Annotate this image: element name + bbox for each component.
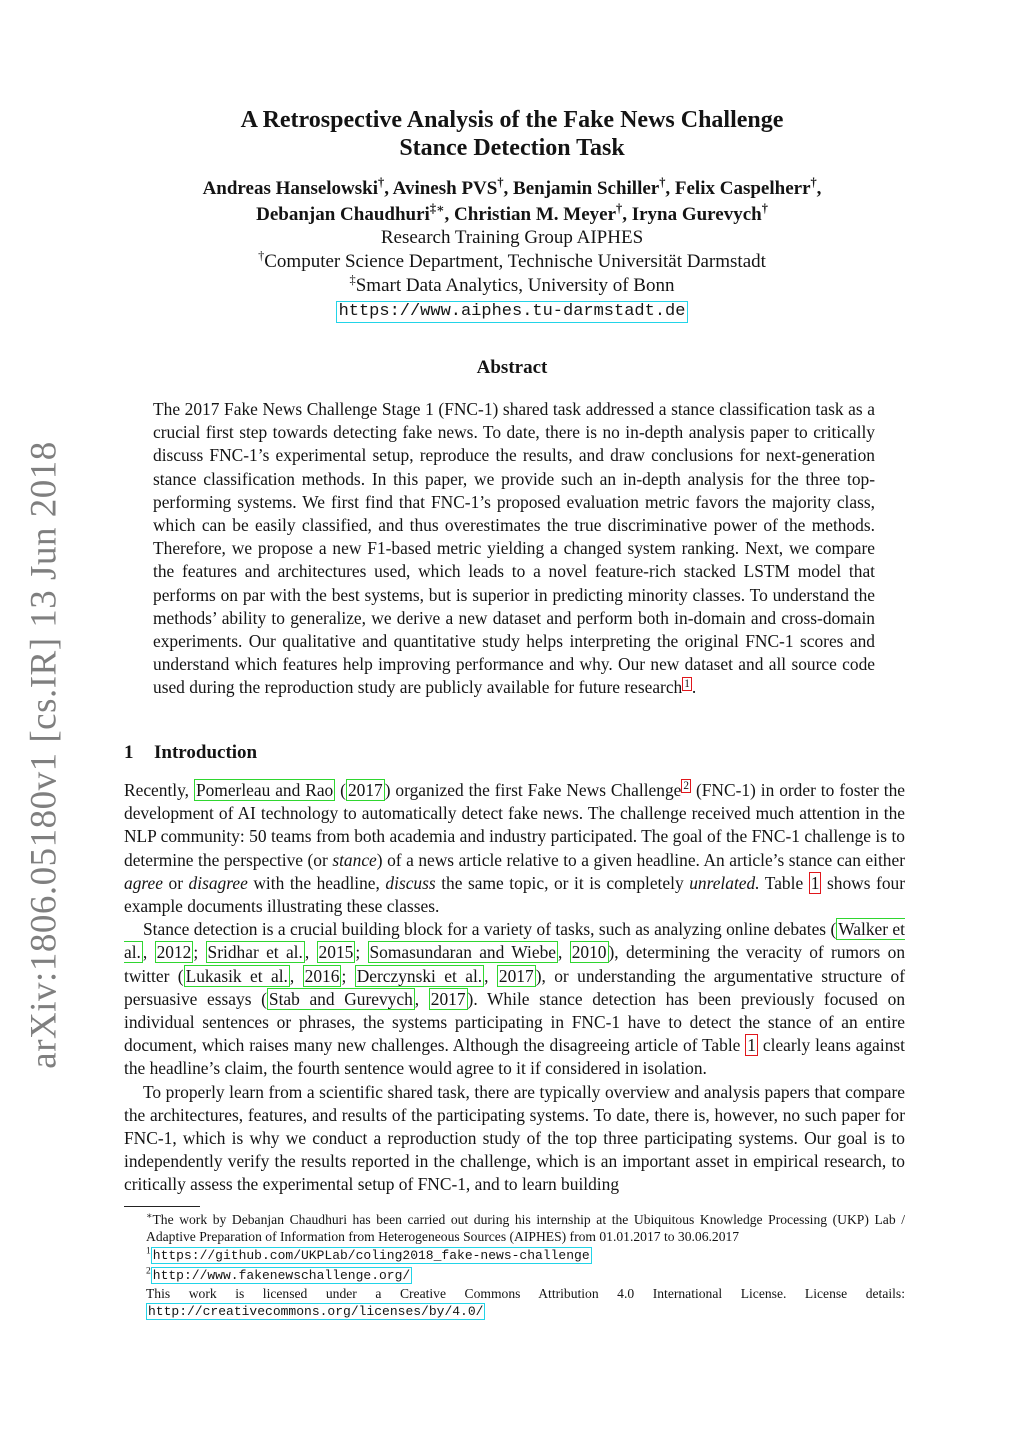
arxiv-identifier-stamp: arXiv:1806.05180v1 [cs.IR] 13 Jun 2018: [23, 441, 65, 1069]
abstract-text: The 2017 Fake News Challenge Stage 1 (FNC-1) shared task addressed a stance classification task as a crucial first step towards detecting fake news. To date, there is no in-depth analysis paper to critically discuss FNC-1’s experimental setup, reproduce the results, and draw conclusions for next-generation stance classification methods. In this paper, we provide such an in-depth analysis for the three top-performing systems. We first find that FNC-1’s proposed evaluation metric favors the majority class, which can be easily classified, and thus overestimates the true discriminative power of the methods. Therefore, we propose a new F1-based metric yielding a changed system ranking. Next, we compare the features and architectures used, which leads to a novel feature-rich stacked LSTM model that performs on par with the best systems, but is superior in predicting minority classes. To understand the methods’ ability to generalize, we derive a new dataset and perform both in-domain and cross-domain experiments. Our qualitative and quantitative study helps interpreting the original FNC-1 scores and understand which features help improving performance and why. Our new dataset and all source code used during the reproduction study are publicly available for future research $^1$ .: [153, 399, 875, 698]
author-name: Debanjan Chaudhuri: [256, 204, 430, 225]
author-affiliation-mark: †: [810, 175, 817, 190]
title-line-1: A Retrospective Analysis of the Fake News Challenge: [240, 107, 784, 133]
title-line-2: Stance Detection Task: [399, 135, 625, 161]
citation-year-link[interactable]: 2017: [430, 988, 466, 1009]
section-number: 1: [124, 742, 134, 763]
footnote-1: $^1$ https://github.com/UKPLab/coling2018_fake-news-challenge: [146, 1246, 590, 1263]
author-affiliation-mark: †: [378, 175, 385, 190]
author-name: Avinesh PVS: [392, 178, 498, 199]
affiliation-darmstadt: †Computer Science Department, Technische Universität Darmstadt: [258, 248, 766, 272]
license-note: This work is licensed under a Creative Commons Attribution 4.0 International License. License details: http://creativecommons.org/licenses/by/4.0/: [146, 1286, 905, 1319]
intro-paragraph-1: Recently, Pomerleau and Rao ( 2017 ) organized the first Fake News Challenge $^2$ (FNC-1) in order to foster the development of AI technology to automatically detect fake news. The challenge received much attention in the NLP community: 50 teams from both academia and industry participated. The goal of the FNC-1 challenge is to determine the perspective (or stance) of a news article relative to a given headline. An article’s stance can either agree or disagree with the headline, discuss the same topic, or it is completely unrelated. Table 1 shows four example documents illustrating these classes.: [124, 780, 905, 917]
section-title: Introduction: [154, 742, 258, 763]
author-line-1: Andreas Hanselowski†, Avinesh PVS†, Benjamin Schiller†, Felix Caspelherr†,: [202, 175, 822, 199]
author-name: Christian M. Meyer: [454, 204, 617, 225]
citation-year-link[interactable]: 2017: [498, 965, 534, 986]
author-affiliation-mark: †: [659, 175, 666, 190]
citation-year-link[interactable]: 2016: [304, 965, 340, 986]
author-line-2: Debanjan Chaudhuri‡∗, Christian M. Meyer†, Iryna Gurevych†: [256, 201, 768, 225]
footnotes-block: [124, 1212, 905, 1322]
abstract-heading: Abstract: [476, 357, 548, 378]
author-affiliation-mark: †: [497, 175, 504, 190]
section-heading-introduction: [124, 742, 257, 764]
footnote-star: ∗The work by Debanjan Chaudhuri has been carried out during his internship at the Ubiquitous Knowledge Processing (UKP) Lab / Adaptive Preparation of Information from Heterogeneous Sources (AIPHES) from 01.01.2017 to 30.06.2017: [146, 1211, 905, 1244]
license-url-link[interactable]: http://creativecommons.org/licenses/by/4.0/: [148, 1303, 484, 1319]
footnote-1-link[interactable]: 1: [684, 677, 690, 690]
author-name: Benjamin Schiller: [513, 178, 660, 199]
author-name: Felix Caspelherr: [674, 178, 811, 199]
citation-year-link[interactable]: 2012: [156, 942, 192, 963]
author-name: Andreas Hanselowski: [202, 178, 379, 199]
fakenewschallenge-url-link[interactable]: http://www.fakenewschallenge.org/: [152, 1267, 411, 1283]
author-affiliation-mark: ‡∗: [429, 201, 445, 216]
aiphes-url-link[interactable]: https://www.aiphes.tu-darmstadt.de: [336, 301, 689, 323]
paper-title: [0, 106, 1024, 162]
intro-paragraph-2: Stance detection is a crucial building block for a variety of tasks, such as analyzing online debates ( Walker et al. , 2012 ; Sridhar et al. , 2015 ; Somasundaran and Wiebe , 2010 ), determining the veracity of rumors on twitter ( Lukasik et al. , 2016 ; Derczynski et al. , 2017 ), or understanding the argumentative structure of persuasive essays ( Stab and Gurevych , 2017 ). While stance detection has been previously focused on individual sentences or phrases, the systems participating in FNC-1 have to detect the stance of an entire document, which raises many new challenges. Although the disagreeing article of Table 1 clearly leans against the headline’s claim, the fourth sentence would agree to it if considered in isolation.: [124, 919, 906, 1079]
citation-link[interactable]: Somasundaran and Wiebe: [369, 942, 557, 963]
citation-link[interactable]: Walker et al.: [124, 919, 905, 963]
table-ref-link[interactable]: 1: [747, 1035, 756, 1056]
github-url-link[interactable]: https://github.com/UKPLab/coling2018_fake-news-challenge: [152, 1248, 590, 1263]
citation-link[interactable]: Stab and Gurevych: [268, 988, 413, 1009]
citation-link[interactable]: Pomerleau and Rao: [195, 780, 334, 800]
research-group: Research Training Group AIPHES: [380, 227, 644, 248]
affiliation-bonn: ‡Smart Data Analytics, University of Bonn: [349, 272, 675, 296]
citation-year-link[interactable]: 2017: [347, 780, 383, 800]
citation-year-link[interactable]: 2010: [571, 942, 607, 963]
author-name: Iryna Gurevych: [631, 204, 762, 225]
footnote-divider: [124, 1206, 200, 1207]
author-list: [0, 176, 1024, 228]
author-affiliation-mark: †: [616, 201, 623, 216]
citation-link[interactable]: Derczynski et al.: [356, 965, 483, 986]
citation-year-link[interactable]: 2015: [318, 942, 354, 963]
author-affiliation-mark: †: [761, 201, 768, 216]
introduction-body: [124, 779, 905, 1197]
footnote-2: $^2$ http://www.fakenewschallenge.org/: [146, 1265, 411, 1283]
table-ref-link[interactable]: 1: [810, 872, 820, 893]
intro-paragraph-3: To properly learn from a scientific shared task, there are typically overview and analysis papers that compare the architectures, features, and results of the participating systems. To date, there is, however, no such paper for FNC-1, which is why we conduct a reproduction study of the top three participating systems. Our goal is to independently verify the results reported in the challenge, which is an important asset in empirical research, to critically assess the experimental setup of FNC-1, and to learn building: [124, 1081, 905, 1195]
affiliation-block: [0, 226, 1024, 323]
citation-link[interactable]: Sridhar et al.: [207, 942, 303, 963]
citation-link[interactable]: Lukasik et al.: [185, 965, 288, 986]
footnote-2-link[interactable]: 2: [683, 780, 690, 793]
